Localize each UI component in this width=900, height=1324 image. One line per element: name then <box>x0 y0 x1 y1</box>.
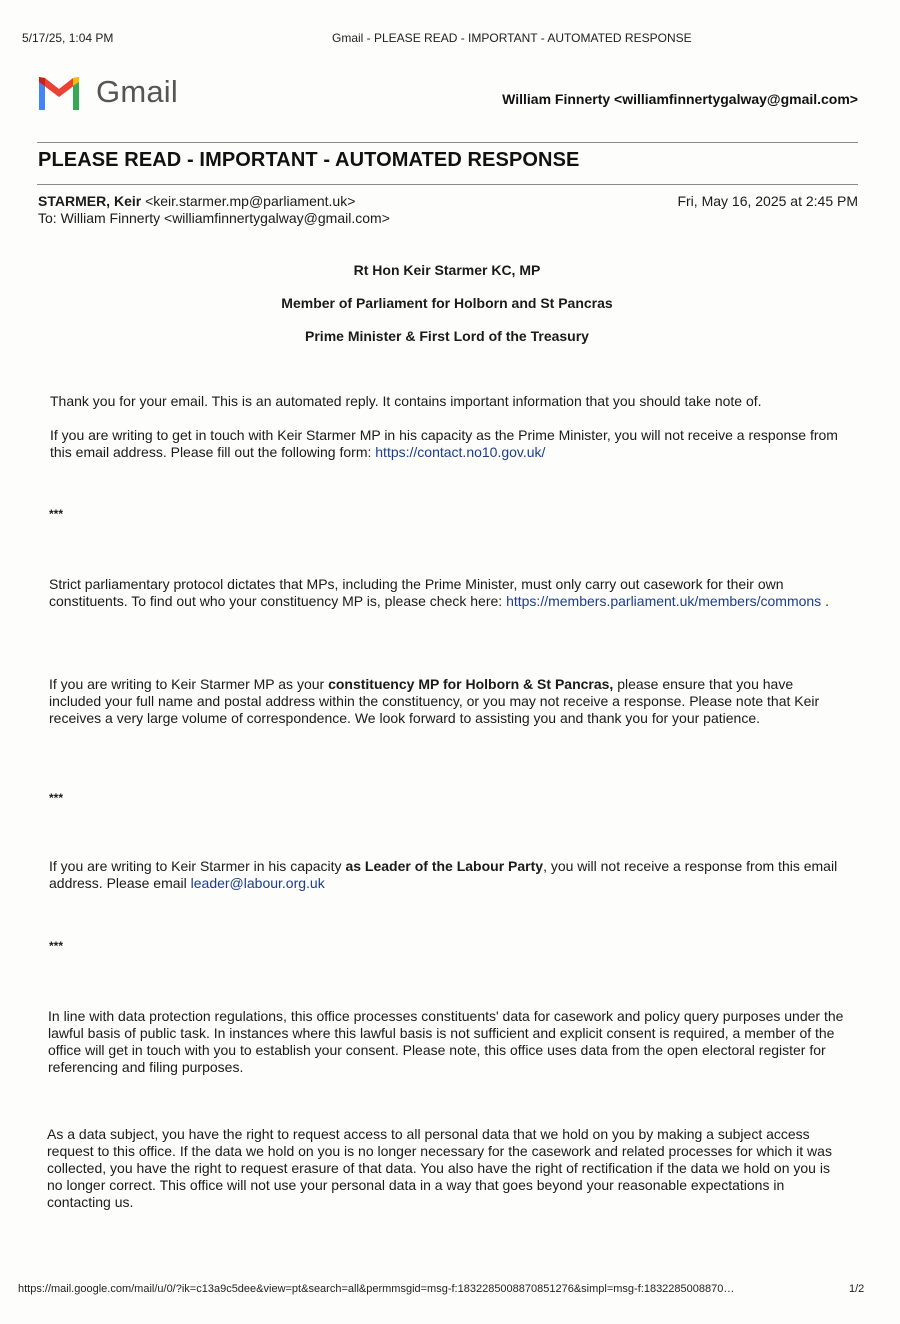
separator: *** <box>49 507 64 521</box>
print-title: Gmail - PLEASE READ - IMPORTANT - AUTOMATED RESPONSE <box>332 31 692 45</box>
sender-email: <keir.starmer.mp@parliament.uk> <box>145 193 356 209</box>
paragraph-bold-text: constituency MP for Holborn & St Pancras, <box>328 676 614 692</box>
print-date: 5/17/25, 1:04 PM <box>22 31 114 45</box>
body-paragraph-6: In line with data protection regulations, this office processes constituents' data for casework and policy query purposes under the lawful basis of public task. In instances where this lawful basis is not sufficient and explicit consent is required, a member of the office will get in touch with you to establish your consent. Please note, this office uses data from the open electoral register for referencing and filing purposes. <box>48 1008 844 1075</box>
page-number: 1/2 <box>849 1283 865 1295</box>
letterhead-office: Prime Minister & First Lord of the Treasury <box>305 328 589 344</box>
sender-line <box>38 193 355 209</box>
gmail-m-icon <box>36 74 82 110</box>
paragraph-text: please ensure that you have included your full name and postal address within the constituency, or you may not receive a response. Please note that Keir receives a very large volume of correspondence. We look forward to assisting you and thank you for your patience. <box>49 676 820 726</box>
body-paragraph-5 <box>49 858 849 892</box>
body-paragraph-3 <box>49 576 849 610</box>
members-parliament-link[interactable]: https://members.parliament.uk/members/commons <box>506 593 822 609</box>
paragraph-text: Strict parliamentary protocol dictates that MPs, including the Prime Minister, must only carry out casework for their own constituents. To find out who your constituency MP is, please check here: <box>49 576 784 609</box>
sent-date: Fri, May 16, 2025 at 2:45 PM <box>677 193 858 209</box>
paragraph-text: If you are writing to get in touch with Keir Starmer MP in his capacity as the Prime Minister, you will not receive a response from this email address. Please fill out the following form: <box>50 427 838 460</box>
paragraph-text: , you will not receive a response from this email address. Please email <box>49 858 838 891</box>
body-paragraph-7: As a data subject, you have the right to request access to all personal data that we hold on you by making a subject access request to this office. If the data we hold on you is no longer necessary for the casework and related processes for which it was collected, you have the right to request erasure of that data. You also have the right of rectification if the data we hold on you is no longer correct. This office will not use your personal data in a way that goes beyond your reasonable expectations in contacting us. <box>47 1126 832 1210</box>
body-paragraph-1: Thank you for your email. This is an automated reply. It contains important information that you should take note of. <box>50 393 762 409</box>
gmail-logo <box>36 74 178 110</box>
paragraph-text: . <box>821 593 829 609</box>
footer-url: https://mail.google.com/mail/u/0/?ik=c13a9c5dee&view=pt&search=all&permmsgid=msg-f:1832285008870851276&simpl=msg-f:1832285008870… <box>18 1283 735 1295</box>
paragraph-text: If you are writing to Keir Starmer in his capacity <box>49 858 346 874</box>
paragraph-bold-text: as Leader of the Labour Party <box>345 858 544 874</box>
letterhead-name: Rt Hon Keir Starmer KC, MP <box>353 262 541 278</box>
account-identity: William Finnerty <williamfinnertygalway@gmail.com> <box>502 91 858 107</box>
body-paragraph-4 <box>49 676 849 727</box>
no10-contact-link[interactable]: https://contact.no10.gov.uk/ <box>375 444 546 460</box>
gmail-wordmark: Gmail <box>96 74 178 109</box>
separator: *** <box>49 791 64 805</box>
letterhead-constituency: Member of Parliament for Holborn and St Pancras <box>281 295 613 311</box>
email-subject: PLEASE READ - IMPORTANT - AUTOMATED RESPONSE <box>38 149 580 171</box>
divider <box>37 142 858 143</box>
paragraph-text: If you are writing to Keir Starmer MP as your <box>49 676 329 692</box>
recipient-line: To: William Finnerty <williamfinnertygalway@gmail.com> <box>38 210 390 226</box>
sender-name: STARMER, Keir <box>38 193 142 209</box>
separator: *** <box>49 939 64 953</box>
body-paragraph-2 <box>50 427 850 461</box>
labour-leader-email-link[interactable]: leader@labour.org.uk <box>190 875 325 891</box>
divider <box>37 184 858 185</box>
